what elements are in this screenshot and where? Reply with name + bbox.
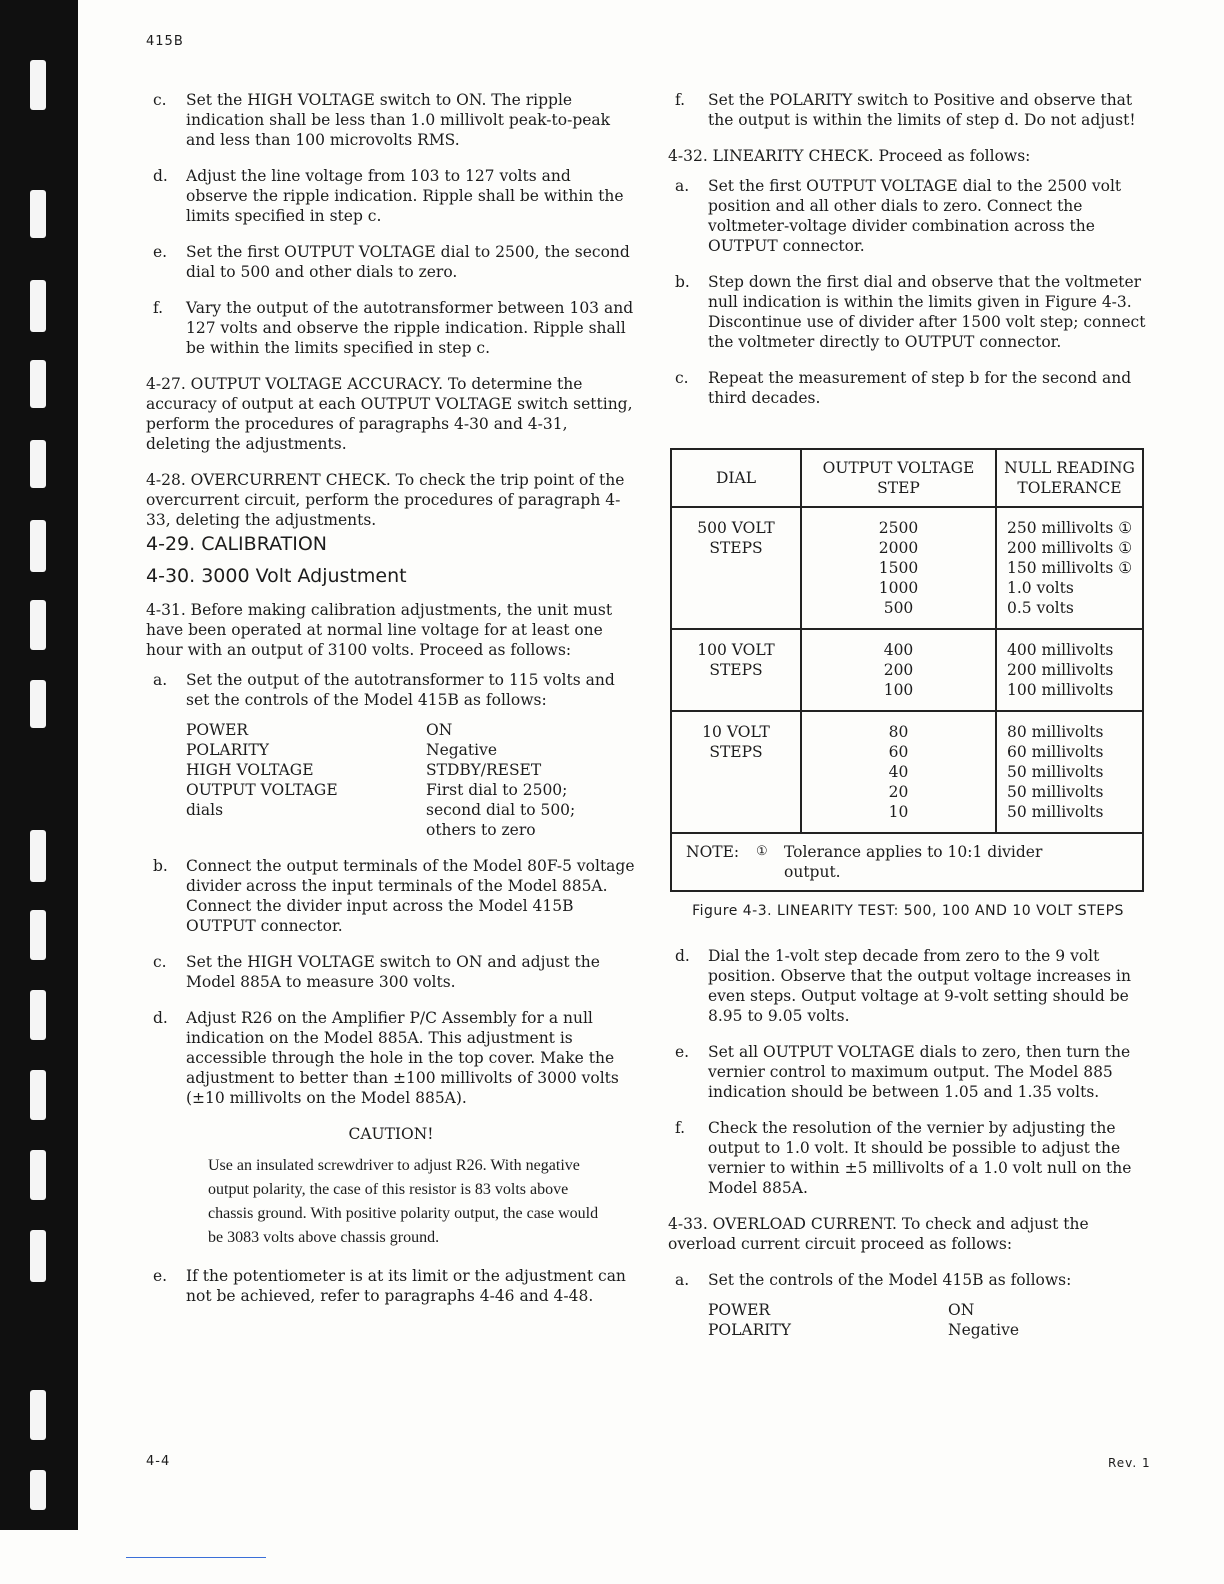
dial-cell: 100 VOLT STEPS [671,629,801,711]
settings-row: others to zero [426,821,536,839]
perforation [30,600,46,650]
paragraph-4-27: 4-27. OUTPUT VOLTAGE ACCURACY. To determine the accuracy of output at each OUTPUT VOLTAGE switch setting, perform the procedures of paragraphs 4-30 and 4-31, deleting the adjustments. [146,375,633,453]
perforation [30,680,46,728]
page-number: 4-4 [146,1454,171,1469]
step-e: e. Set all OUTPUT VOLTAGE dials to zero, then turn the vernier control to maximum output. The Model 885 indication should be between 1.05 and 1.35 volts. [675,1043,1131,1101]
perforation [30,440,46,488]
step-a: a. Set the first OUTPUT VOLTAGE dial to the 2500 volt position and all other dials to zero. Connect the voltmeter-voltage divider combination across the OUTPUT connector. [675,177,1122,255]
right-column [668,90,1148,1340]
step-e-2: e. If the potentiometer is at its limit or the adjustment can not be achieved, refer to paragraphs 4-46 and 4-48. [153,1267,626,1305]
caution-text: Use an insulated screwdriver to adjust R26. With negative output polarity, the case of this resistor is 83 volts above chassis ground. With positive polarity output, the case would be 3083 volts above chassis ground. [208,1157,599,1246]
perforation [30,1230,46,1282]
dial-cell: 500 VOLT STEPS [671,507,801,629]
step-cell: 400 200 100 [801,629,996,711]
paragraph-4-31: 4-31. Before making calibration adjustments, the unit must have been operated at normal line voltage for at least one hour with an output of 3100 volts. Proceed as follows: [146,601,613,659]
table-row [671,629,1143,711]
step-d-2: d. Adjust R26 on the Amplifier P/C Assembly for a null indication on the Model 885A. This adjustment is accessible through the hole in the top cover. Make the adjustment to better than ±100 millivolts of 3000 volts (±10 millivolts on the Model 885A). [153,1009,619,1107]
perforation [30,1390,46,1440]
step-a-2: a. Set the controls of the Model 415B as follows: [675,1271,1072,1289]
perforation [30,990,46,1040]
settings-row: dials second dial to 500; [186,801,576,819]
dial-cell: 10 VOLT STEPS [671,711,801,833]
table-row [671,507,1143,629]
perforation [30,1070,46,1120]
paragraph-4-32: 4-32. LINEARITY CHECK. Proceed as follows: [668,147,1031,165]
step-cell: 2500 2000 1500 1000 500 [801,507,996,629]
tolerance-cell: 250 millivolts ① 200 millivolts ① 150 millivolts ① 1.0 volts 0.5 volts [996,507,1143,629]
perforation [30,1470,46,1510]
settings-row: POWER ON [186,721,453,739]
divider-line [126,1557,266,1558]
table-header-row [671,449,1143,507]
control-settings-table [186,720,575,840]
settings-row: OUTPUT VOLTAGE First dial to 2500; [186,781,568,799]
paragraph-4-28: 4-28. OVERCURRENT CHECK. To check the trip point of the overcurrent circuit, perform the procedures of paragraph 4-33, deleting the adjustments. [146,471,625,529]
step-d: d. Dial the 1-volt step decade from zero to the 9 volt position. Observe that the output voltage increases in even steps. Output voltage at 9-volt setting should be 8.95 to 9.05 volts. [675,947,1131,1025]
settings-row: POLARITY Negative [708,1321,1020,1339]
settings-row: POLARITY Negative [186,741,498,759]
perforation [30,520,46,572]
tolerance-cell: 400 millivolts 200 millivolts 100 millivolts [996,629,1143,711]
linearity-table [670,448,1144,892]
step-f: f. Set the POLARITY switch to Positive and observe that the output is within the limits of step d. Do not adjust! [675,91,1136,129]
table-row [671,711,1143,833]
page-header-model: 415B [146,34,184,49]
heading-3000-volt-adjustment: 4-30. 3000 Volt Adjustment [146,565,407,587]
step-e: e. Set the first OUTPUT VOLTAGE dial to 2500, the second dial to 500 and other dials to zero. [153,243,630,281]
caution-title: CAUTION! [348,1125,434,1143]
step-a: a. Set the output of the autotransformer to 115 volts and set the controls of the Model 415B as follows: [153,671,615,709]
perforation [30,830,46,882]
heading-calibration: 4-29. CALIBRATION [146,533,328,555]
step-f: f. Vary the output of the autotransformer between 103 and 127 volts and observe the ripple indication. Ripple shall be within the limits specified in step c. [153,299,634,357]
step-c: c. Repeat the measurement of step b for the second and third decades. [675,369,1132,407]
perforation [30,60,46,110]
control-settings-table [708,1300,1019,1340]
step-c-2: c. Set the HIGH VOLTAGE switch to ON and adjust the Model 885A to measure 300 volts. [153,953,600,991]
film-strip-edge [0,0,78,1530]
settings-row: HIGH VOLTAGE STDBY/RESET [186,761,542,779]
column-header-output-voltage-step: OUTPUT VOLTAGE STEP [801,449,996,507]
perforation [30,1150,46,1200]
perforation [30,910,46,960]
perforation [30,190,46,238]
note-marker: ① [756,844,768,859]
settings-row: POWER ON [708,1301,975,1319]
perforation [30,360,46,408]
revision-label: Rev. 1 [1108,1456,1151,1470]
perforation [30,280,46,332]
column-header-dial: DIAL [671,449,801,507]
step-c: c. Set the HIGH VOLTAGE switch to ON. The ripple indication shall be less than 1.0 millivolt peak-to-peak and less than 100 microvolts RMS. [153,91,611,149]
step-d: d. Adjust the line voltage from 103 to 127 volts and observe the ripple indication. Ripple shall be within the limits specified in step c. [153,167,624,225]
paragraph-4-33: 4-33. OVERLOAD CURRENT. To check and adjust the overload current circuit proceed as follows: [668,1215,1089,1253]
step-b: b. Connect the output terminals of the Model 80F-5 voltage divider across the input terminals of the Model 885A. Connect the divider input across the Model 415B OUTPUT connector. [153,857,635,935]
tolerance-cell: 80 millivolts 60 millivolts 50 millivolts 50 millivolts 50 millivolts [996,711,1143,833]
figure-caption: Figure 4-3. LINEARITY TEST: 500, 100 AND 10 VOLT STEPS [692,903,1124,919]
left-column [146,90,636,1306]
step-cell: 80 60 40 20 10 [801,711,996,833]
step-b: b. Step down the first dial and observe that the voltmeter null indication is within the limits given in Figure 4-3. Discontinue use of divider after 1500 volt step; connect the voltmeter directly to OUTPUT connector. [675,273,1146,351]
step-f-2: f. Check the resolution of the vernier by adjusting the output to 1.0 volt. It should be possible to adjust the vernier to within ±5 millivolts of a 1.0 volt null on the Model 885A. [675,1119,1132,1197]
table-note-row [671,833,1143,891]
table-note: NOTE: ① Tolerance applies to 10:1 divider output. [671,833,1143,891]
column-header-null-reading-tolerance: NULL READING TOLERANCE [996,449,1143,507]
